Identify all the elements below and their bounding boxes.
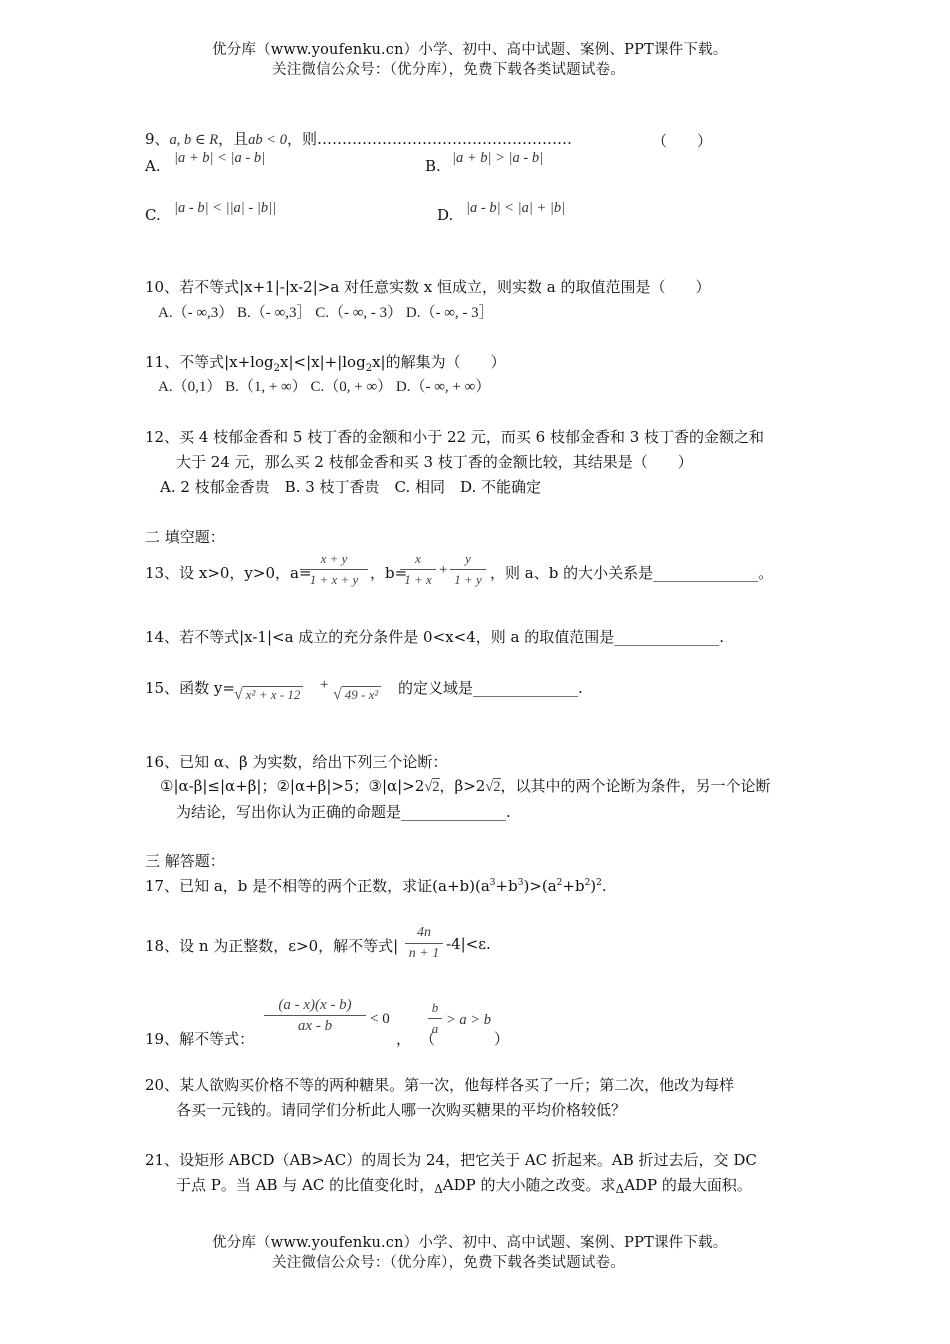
q17-exp-1: 3 [489,878,496,888]
q11-stem-mid: x|<|x|+|log [279,353,366,371]
q11-stem-post: x|的解集为（ ） [372,353,506,371]
q15-radicand-1: x² + x - 12 [243,686,304,703]
q11-options: A.（0,1） B.（1, + ∞） C.（0, + ∞） D.（- ∞, + ∞） [158,379,491,395]
q21-line-2-post: ADP 的最大面积。 [624,1176,752,1194]
header-line-2: 关注微信公众号：（优分库），免费下载各类试题试卷。 [272,62,625,78]
q18-fraction [405,925,443,962]
q11-stem-pre: 11、不等式|x+log [145,353,274,371]
q13-a-denominator: 1 + x + y [309,572,359,587]
q15-radicand-2: 49 - x² [342,686,382,703]
q21-line-2-pre: 于点 P。当 AB 与 AC 的比值变化时， [176,1176,435,1194]
q17-mid-2: )>(a [523,877,557,895]
q18-post: -4|<ε. [446,935,491,953]
q17-mid-3: +b [562,877,585,895]
q9-option-d-label: D. [437,206,454,224]
q19-numerator: (a - x)(x - b) [278,997,352,1013]
q9-mid: ，且 [218,130,249,148]
q9-option-b: |a + b| > |a - b| [452,150,544,166]
q17-exp-5: 2 [596,878,602,888]
q16-sqrt-a: √2 [424,779,440,795]
footer-line-1: 优分库（www.youfenku.cn）小学、初中、高中试题、案例、PPT课件下载。 [212,1235,728,1251]
q9-stem [145,128,572,149]
q17-mid-1: +b [495,877,518,895]
q17-exp-3: 2 [556,878,563,888]
q13-mid: ，b= [370,564,408,582]
q16-sqrt-b: √2 [485,779,501,795]
q16-line-2-post: ，以其中的两个论断为条件，另一个论断 [500,777,771,795]
q13-b1-numerator: x [415,551,421,566]
q17-pre: 17、已知 a，b 是不相等的两个正数，求证(a+b)(a [145,877,490,895]
q10-stem: 10、若不等式|x+1|-|x-2|>a 对任意实数 x 恒成立，则实数 a 的取值范围是（ ） [145,278,711,296]
q19-condition-denominator: a [431,1021,439,1036]
q19-denominator: ax - b [297,1018,333,1034]
q11-stem [145,351,506,374]
q19-fraction [264,997,366,1034]
q9-number: 9、 [145,130,170,148]
q16-line-2-mid: ，β>2 [439,777,486,795]
q19-condition-numerator: b [431,1000,439,1015]
q12-line-2: 大于 24 元，那么买 2 枝郁金香和买 3 枝丁香的金额比较，其结果是（ ） [176,453,693,471]
q16-radicand-b: 2 [493,779,501,795]
q19-condition-fraction [428,1000,442,1037]
q19-paren-left: （ [420,1030,436,1048]
q17-mid-4: ) [590,877,597,895]
q18-denominator: n + 1 [408,946,440,961]
q16-radicand-a: 2 [432,779,440,795]
q19-paren-right: ） [494,1030,510,1048]
q9-condition-2: ab < 0 [248,132,287,148]
q19-relation: < 0 [370,1011,390,1027]
footer-line-2: 关注微信公众号：（优分库），免费下载各类试题试卷。 [272,1255,625,1271]
q20-line-2: 各买一元钱的。请同学们分析此人哪一次购买糖果的平均价格较低？ [176,1101,627,1119]
q21-triangle-symbol-1: Δ [434,1182,443,1196]
q21-line-2-mid: ADP 的大小随之改变。求 [442,1176,616,1194]
q15-pre: 15、函数 y= [145,679,235,697]
q9-option-a: |a + b| < |a - b| [174,150,266,166]
q9-option-c-label: C. [145,206,161,224]
q12-line-1: 12、买 4 枝郁金香和 5 枝丁香的金额和小于 22 元，而买 6 枝郁金香和 3 枝丁香的金额之和 [145,428,765,446]
q16-line-2 [160,775,771,796]
q13-b2-denominator: 1 + y [454,572,482,587]
q10-options: A.（- ∞,3） B.（- ∞,3］ C.（- ∞, - 3） D.（- ∞, - 3］ [158,305,494,321]
section-2-title: 二 填空题： [145,528,225,546]
q17-text [145,875,607,896]
q16-line-2-pre: ①|α-β|≤|α+β|；②|α+β|>5；③|α|>2 [160,777,425,795]
q15-plus: + [320,677,329,693]
q9-option-a-label: A. [145,157,161,175]
q11-sub-1: 2 [273,363,280,374]
q17-post: . [601,877,607,895]
q18-pre: 18、设 n 为正整数，ε>0，解不等式| [145,937,399,955]
q15-radical-1: √ x² + x - 12 [234,686,303,704]
q15-radical-2: √ 49 - x² [333,686,381,704]
q9-condition-1: a, b ∈ R [169,132,219,148]
q17-exp-2: 3 [517,878,524,888]
q12-options: A. 2 枝郁金香贵 B. 3 枝丁香贵 C. 相同 D. 不能确定 [160,478,542,496]
q13-fraction-b2 [450,551,486,588]
header-line-1: 优分库（www.youfenku.cn）小学、初中、高中试题、案例、PPT课件下载。 [212,42,728,58]
q19-comma: ， [396,1030,412,1048]
section-3-title: 三 解答题： [145,852,225,870]
q13-a-numerator: x + y [320,551,348,566]
q13-plus: + [439,562,448,578]
q14-text: 14、若不等式|x-1|<a 成立的充分条件是 0<x<4，则 a 的取值范围是______________. [145,628,724,646]
q19-pre: 19、解不等式： [145,1030,255,1048]
q19-condition-rest: > a > b [446,1012,491,1028]
q18-numerator: 4n [417,925,431,940]
q11-sub-2: 2 [365,363,373,374]
q16-line-3: 为结论，写出你认为正确的命题是______________. [176,803,511,821]
q9-answer-paren: （ ） [652,132,713,150]
q21-line-1: 21、设矩形 ABCD（AB>AC）的周长为 24，把它关于 AC 折起来。AB 折过去后，交 DC [145,1151,757,1169]
q9-option-c: |a - b| < ||a| - |b|| [174,200,277,216]
q13-fraction-b1 [400,551,436,588]
q9-tail: ，则…………………………………………… [286,130,572,148]
q13-b2-numerator: y [465,551,471,566]
q21-line-2 [176,1174,752,1195]
q13-pre: 13、设 x>0，y>0，a= [145,564,312,582]
q15-post: 的定义域是______________. [398,679,583,697]
q13-b1-denominator: 1 + x [404,572,432,587]
q9-option-d: |a - b| < |a| + |b| [466,200,566,216]
q21-triangle-symbol-2: Δ [615,1182,625,1196]
q13-post: ，则 a、b 的大小关系是______________。 [490,564,774,582]
q20-line-1: 20、某人欲购买价格不等的两种糖果。第一次，他每样各买了一斤；第二次，他改为每样 [145,1076,735,1094]
q13-fraction-a [300,551,368,588]
q16-line-1: 16、已知 α、β 为实数，给出下列三个论断： [145,753,448,771]
q9-option-b-label: B. [425,157,441,175]
q17-exp-4: 2 [584,878,591,888]
